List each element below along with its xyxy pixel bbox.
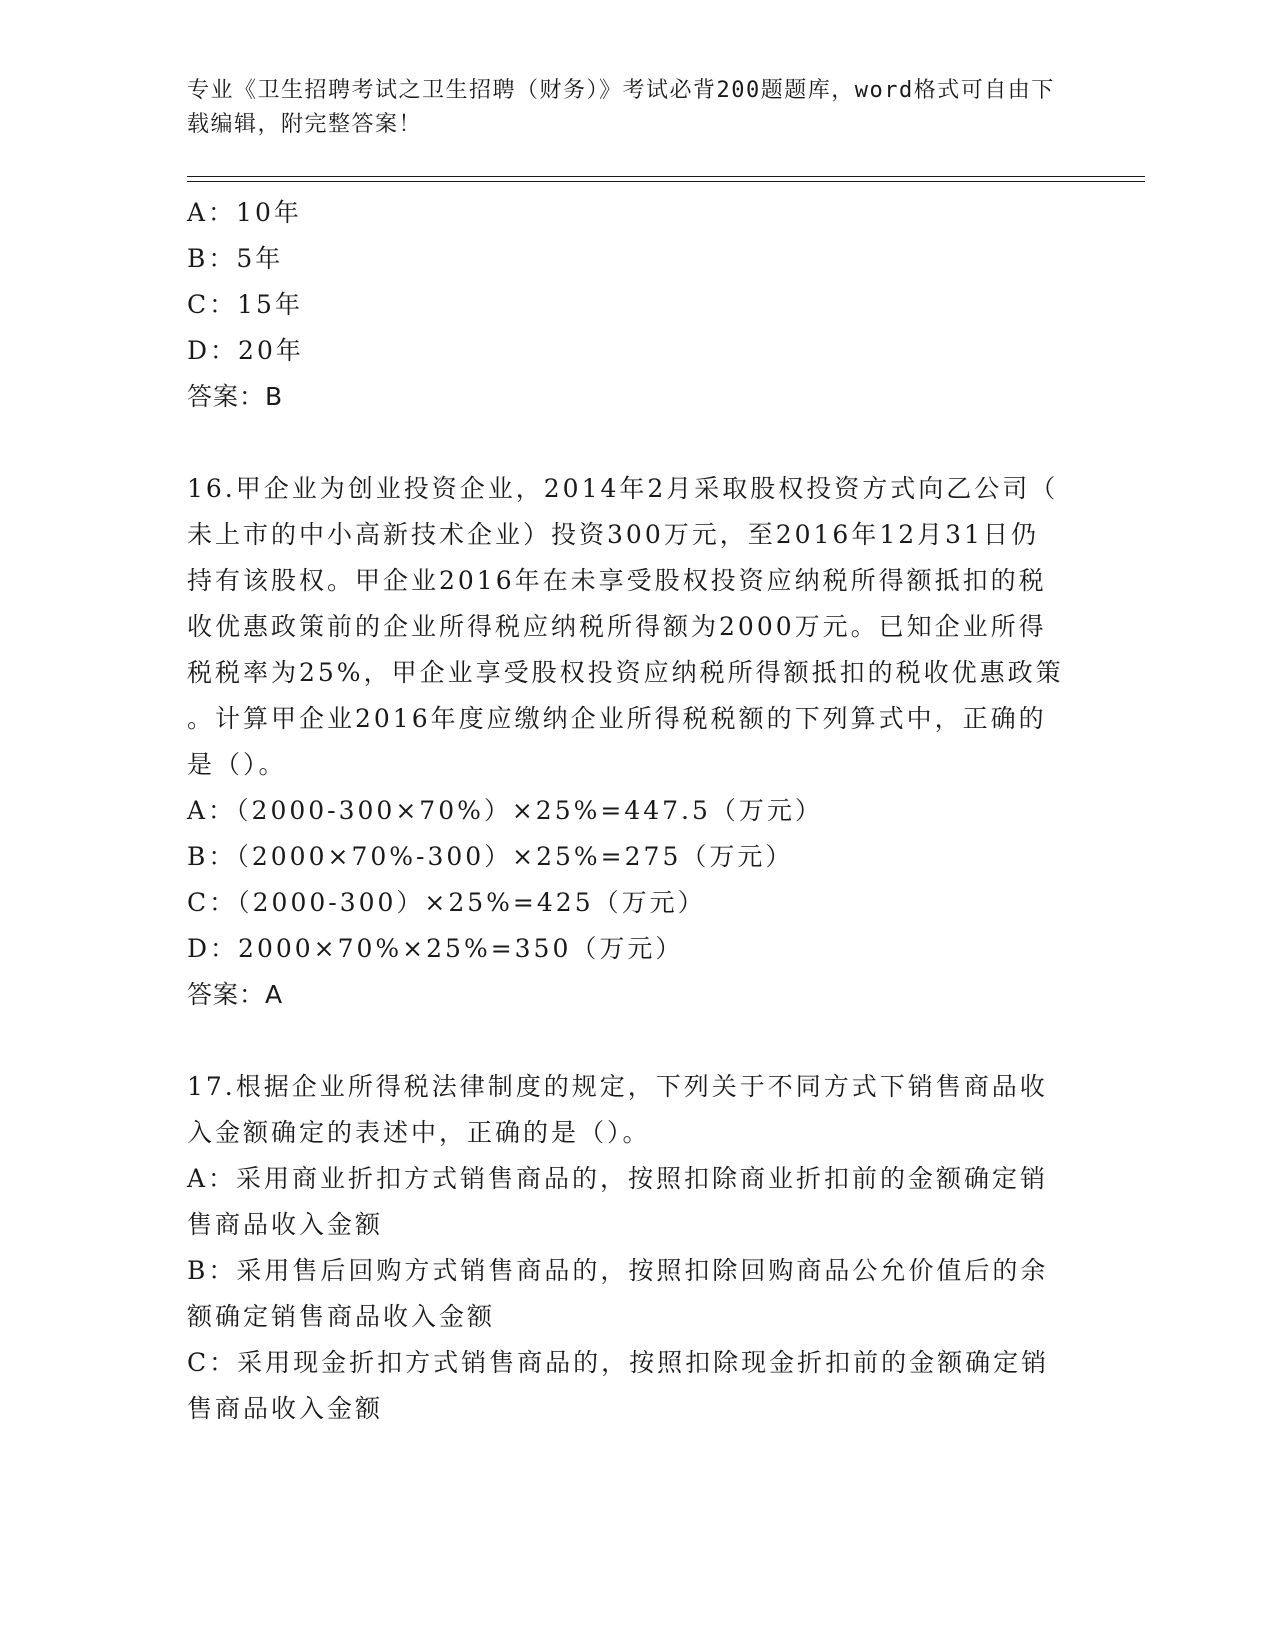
question-stem-line: 未上市的中小高新技术企业）投资300万元，至2016年12月31日仍 [187, 520, 1039, 549]
option-c: C：采用现金折扣方式销售商品的，按照扣除现金折扣前的金额确定销 [187, 1348, 1050, 1377]
option-a: A：采用商业折扣方式销售商品的，按照扣除商业折扣前的金额确定销 [187, 1164, 1049, 1193]
header-divider-top [187, 176, 1145, 177]
option-a: A：（2000-300×70%）×25%=447.5（万元） [187, 796, 823, 825]
option-b-continued: 额确定销售商品收入金额 [187, 1302, 496, 1331]
option-b: B：5年 [187, 244, 284, 273]
question-stem-line: 16.甲企业为创业投资企业，2014年2月采取股权投资方式向乙公司（ [187, 474, 1059, 503]
option-a-continued: 售商品收入金额 [187, 1210, 384, 1239]
question-stem-line: 是（）。 [187, 750, 287, 779]
option-d: D：2000×70%×25%=350（万元） [187, 934, 684, 963]
header-title: 专业《卫生招聘考试之卫生招聘（财务）》考试必背200题题库，word格式可自由下载编辑，附完整答案！ [187, 78, 1055, 137]
answer-line: 答案：B [187, 382, 284, 411]
header-divider-bottom [187, 181, 1145, 182]
option-c: C：（2000-300）×25%=425（万元） [187, 888, 706, 917]
option-a: A：10年 [187, 198, 302, 227]
question-stem-line: 收优惠政策前的企业所得税应纳税所得额为2000万元。已知企业所得 [187, 612, 1047, 641]
question-stem-line: 税税率为25%，甲企业享受股权投资应纳税所得额抵扣的税收优惠政策 [187, 658, 1064, 687]
spacer [187, 420, 1082, 466]
option-c: C：15年 [187, 290, 303, 319]
answer-line: 答案：A [187, 980, 284, 1009]
spacer [187, 1018, 1082, 1064]
question-stem-line: 。计算甲企业2016年度应缴纳企业所得税税额的下列算式中，正确的 [187, 704, 1047, 733]
option-b: B：采用售后回购方式销售商品的，按照扣除回购商品公允价值后的余 [187, 1256, 1049, 1285]
option-b: B：（2000×70%-300）×25%=275（万元） [187, 842, 794, 871]
question-content [187, 190, 1082, 1432]
question-stem-line: 入金额确定的表述中，正确的是（）。 [187, 1118, 651, 1147]
question-stem-line: 17.根据企业所得税法律制度的规定，下列关于不同方式下销售商品收 [187, 1072, 1048, 1101]
question-17 [187, 1064, 1082, 1432]
option-d: D：20年 [187, 336, 304, 365]
question-16 [187, 466, 1082, 1018]
document-header [187, 74, 1067, 142]
question-15 [187, 190, 1082, 420]
option-c-continued: 售商品收入金额 [187, 1394, 384, 1423]
question-stem-line: 持有该股权。甲企业2016年在未享受股权投资应纳税所得额抵扣的税 [187, 566, 1047, 595]
